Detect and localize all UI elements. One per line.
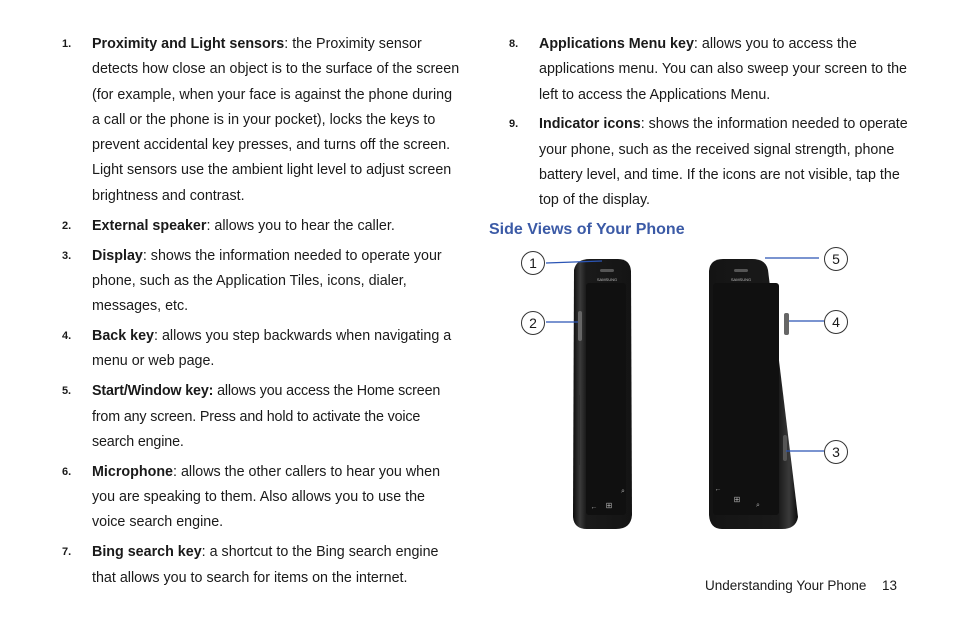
item-number: 1. (62, 38, 72, 50)
item-number: 9. (509, 118, 519, 131)
item-number: 6. (62, 465, 72, 478)
item-term: Proximity and Light sensors (92, 36, 285, 52)
right-search-key-glyph: ⌕ (756, 502, 760, 509)
phone-right-side-view (709, 259, 798, 529)
item-term: Microphone (92, 463, 174, 480)
right-column (509, 32, 909, 218)
item-description: : shows the information needed to operate your phone, such as the Application Tiles, icons, dialer, messages, etc. (92, 247, 442, 315)
item-description: allows you access the Home screen from any screen. Press and hold to activate the voice search engine. (92, 383, 441, 450)
list-item (509, 32, 909, 108)
brand-text-left: SAMSUNG (596, 277, 618, 282)
item-description: : a shortcut to the Bing search engine that allows you to search for items on the internet. (92, 544, 439, 586)
item-number: 5. (62, 385, 71, 398)
item-description: : allows the other callers to hear you when you are speaking to them. Also allows you to use the voice search engine. (92, 463, 441, 531)
item-term: External speaker (92, 217, 207, 234)
item-number: 2. (62, 219, 72, 232)
list-item (62, 540, 462, 591)
left-back-key-glyph: ← (590, 504, 598, 511)
list-item (62, 32, 462, 209)
phone-illustration (490, 245, 910, 545)
callout-3: 3 (824, 440, 848, 464)
footer-chapter-title: Understanding Your Phone (705, 578, 867, 593)
phone-side-views-figure (490, 245, 910, 545)
item-term: Bing search key (92, 544, 202, 561)
list-item (509, 112, 909, 213)
list-item (62, 244, 462, 320)
item-number: 7. (62, 546, 72, 559)
callout-2: 2 (521, 311, 545, 335)
item-number: 4. (62, 330, 72, 343)
item-term: Back key (92, 328, 155, 345)
item-description: : allows you to hear the caller. (206, 217, 395, 234)
callout-1: 1 (521, 251, 545, 275)
phone-left-side-view (573, 259, 632, 529)
item-number: 3. (62, 249, 72, 262)
callout-4: 4 (824, 310, 848, 334)
brand-text-right: SAMSUNG (730, 277, 752, 282)
item-term: Applications Menu key (539, 36, 694, 52)
item-term: Indicator icons (539, 116, 641, 133)
left-start-key-glyph: ⊞ (605, 501, 613, 510)
right-start-key-glyph: ⊞ (733, 495, 741, 504)
right-back-key-glyph: ← (714, 486, 722, 493)
item-description: : the Proximity sensor detects how close an object is to the surface of the screen (for example, when your face is against the phone during a call or the phone is in your pocket), locks the keys to prevent accidental key presses, and turns off the screen. Light sensors use the ambient light level to adjust screen brightness and contrast. (92, 36, 460, 204)
list-item (62, 379, 462, 455)
item-description: : shows the information needed to operate your phone, such as the received signal strength, phone battery level, and time. If the icons are not visible, tap the top of the display. (539, 116, 908, 209)
left-column (62, 32, 462, 595)
section-title: Side Views of Your Phone (489, 221, 685, 238)
item-description: : allows you step backwards when navigating a menu or web page. (92, 328, 452, 370)
list-item (62, 460, 462, 536)
footer-page-number: 13 (882, 578, 898, 593)
list-item (62, 324, 462, 375)
item-term: Display (92, 247, 143, 264)
item-term: Start/Window key: (92, 383, 214, 400)
list-item (62, 214, 462, 239)
left-search-key-glyph: ⌕ (621, 488, 625, 495)
item-description: : allows you to access the applications menu. You can also sweep your screen to the left to access the Applications Menu. (539, 36, 907, 103)
callout-5: 5 (824, 247, 848, 271)
item-number: 8. (509, 38, 519, 50)
